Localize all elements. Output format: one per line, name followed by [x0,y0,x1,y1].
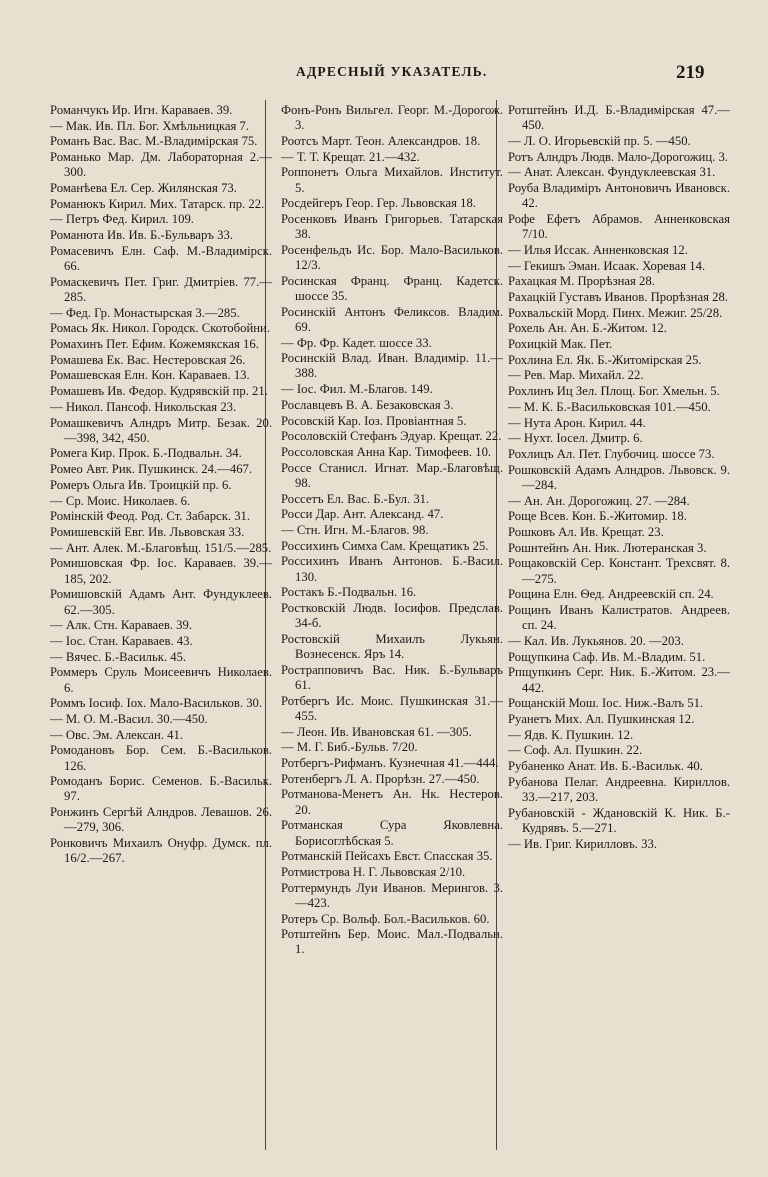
directory-entry: Романько Мар. Дм. Лабораторная 2.—300. [50,150,272,180]
directory-entry: Ромео Авт. Рик. Пушкинск. 24.—467. [50,462,253,477]
directory-entry: Ротманскій Пейсахъ Евст. Спасская 35. [281,849,493,864]
directory-entry: Ротштейнъ Бер. Моис. Мал.-Подвальн. 1. [281,927,503,957]
directory-entry: Рощупкина Саф. Ив. М.-Владим. 51. [508,649,706,664]
directory-entry: Рофе Ефетъ Абрамов. Анненковская 7/10. [508,211,730,242]
directory-entry: Росдейгеръ Геор. Гер. Львовская 18. [281,196,477,211]
directory-entry: Рубанова Пелаг. Андреевна. Кириллов. 33.—217, 203. [508,774,730,804]
directory-entry: Ромеръ Ольга Ив. Троицкій пр. 6. [50,477,232,492]
directory-entry: Росенфельдъ Ис. Бор. Мало-Васильков. 12/3. [281,242,503,273]
directory-entry: Романюта Ив. Ив. Б.-Бульваръ 33. [50,228,233,243]
directory-entry: Рохицкій Мак. Пет. [508,337,613,352]
directory-entry: — Л. О. Игорьевскій пр. 5. —450. [508,133,691,148]
directory-entry: — Ант. Алек. М.-Благовѣщ. 151/5.—285. [50,540,272,555]
directory-entry: — Ив. Григ. Кирилловъ. 33. [508,836,657,851]
directory-entry: Роттермундъ Луи Иванов. Мерингов. 3.—423. [281,880,503,910]
directory-entry: Ротманова-Менетъ Ан. Нк. Нестеров. 20. [281,787,503,817]
directory-entry: Ромасевичъ Елн. Саф. М.-Владимірск. 66. [50,243,272,274]
directory-entry: Роппонетъ Ольга Михайлов. Институт. 5. [281,165,503,195]
directory-entry: — Рев. Мар. Михайл. 22. [508,368,644,383]
directory-entry: — Іос. Фил. М.-Благов. 149. [281,382,433,397]
column-2 [281,103,503,1163]
directory-entry: Роммеръ Сруль Моисеевичъ Николаев. 6. [50,665,272,695]
directory-entry: Романѣева Ел. Сер. Жилянская 73. [50,181,237,196]
directory-entry: — Стн. Игн. М.-Благов. 98. [281,522,429,537]
directory-entry: Ротбергъ-Рифманъ. Кузнечная 41.—444. [281,756,499,771]
directory-entry: Рахацкій Густавъ Иванов. Прорѣзная 28. [508,289,728,304]
directory-entry: Россетъ Ел. Вас. Б.-Бул. 31. [281,491,430,506]
directory-entry: Ромоданъ Борис. Семенов. Б.-Васильк. 97. [50,774,272,804]
directory-entry: Росинская Франц. Франц. Кадетск. шоссе 35. [281,273,503,303]
directory-entry: Ротбергъ Ис. Моис. Пушкинская 31.—455. [281,693,503,723]
directory-entry: Ростовскій Михаилъ Лукьян. Вознесенск. Яръ 14. [281,631,503,662]
directory-entry: Роммъ Іосиф. Іох. Мало-Васильков. 30. [50,696,263,711]
directory-entry: Ромодановъ Бор. Сем. Б.-Васильков. 126. [50,743,272,773]
directory-entry: Рубановскій - Ждановскій К. Ник. Б.-Кудрявъ. 5.—271. [508,805,730,835]
page-number: 219 [676,62,705,83]
directory-entry: Россоловская Анна Кар. Тимофеев. 10. [281,444,492,459]
directory-entry: Ромінскій Феод. Род. Ст. Забарск. 31. [50,509,251,524]
directory-entry: Россихинъ Иванъ Антонов. Б.-Васил. 130. [281,554,503,584]
directory-entry: Рохлинъ Иц Зел. Площ. Бог. Хмельн. 5. [508,384,720,399]
directory-entry: Ромашева Ек. Вас. Нестеровская 26. [50,352,246,367]
directory-entry: Росовскій Кар. Іоз. Провіантная 5. [281,413,467,428]
directory-entry: — Іос. Стан. Караваев. 43. [50,633,193,648]
directory-entry: Ротштейнъ И.Д. Б.-Владимірская 47.—450. [508,103,730,133]
directory-entry: — Вячес. Б.-Васильк. 45. [50,649,187,664]
directory-entry: Рошковскій Адамъ Алндров. Львовск. 9.—284. [508,462,730,492]
directory-entry: Рохвальскій Морд. Пинх. Межиг. 25/28. [508,305,723,320]
directory-entry: — Нухт. Іосел. Дмитр. 6. [508,431,643,446]
directory-entry: Ромась Як. Никол. Городск. Скотобойни. [50,321,270,336]
directory-entry: Росинскій Антонъ Феликсов. Владим. 69. [281,304,503,334]
directory-entry: — Петръ Фед. Кирил. 109. [50,212,194,227]
directory-entry: Романюкъ Кирил. Мих. Татарск. пр. 22. [50,196,265,211]
directory-entry: Ротъ Алндръ Людв. Мало-Дорогожиц. 3. [508,149,728,164]
directory-entry: Роотсъ Март. Теон. Александров. 18. [281,133,481,148]
directory-entry: — Илья Иссак. Анненковская 12. [508,242,688,257]
directory-entry: Ротенбергъ Л. А. Прорѣзн. 27.—450. [281,771,480,786]
directory-entry: — М. К. Б.-Васильковская 101.—450. [508,399,711,414]
directory-entry: — Ср. Моис. Николаев. 6. [50,493,191,508]
directory-entry: Ростакъ Б.-Подвальн. 16. [281,585,417,600]
directory-entry: Рощанскій Мош. Іос. Ниж.-Валъ 51. [508,696,704,711]
directory-entry: Ронковичъ Михаилъ Онуфр. Думск. пл. 16/2.—267. [50,836,272,866]
directory-entry: Росинскій Влад. Иван. Владимір. 11.—388. [281,351,503,381]
directory-entry: Рохлицъ Ал. Пет. Глубочиц. шоссе 73. [508,446,715,461]
directory-entry: Ромишевскій Евг. Ив. Львовская 33. [50,524,245,539]
directory-entry: Рощина Елн. Ѳед. Андреевскій сп. 24. [508,587,714,602]
directory-entry: Рошковъ Ал. Ив. Крещат. 23. [508,524,664,539]
directory-entry: Рохлина Ел. Як. Б.-Житомірская 25. [508,352,702,367]
directory-entry: — Овс. Эм. Алексан. 41. [50,727,184,742]
directory-entry: Ронжинъ Сергѣй Алндров. Левашов. 26.—279, 306. [50,805,272,835]
directory-entry: Ромишовскій Адамъ Ант. Фундуклеев. 62.—305. [50,587,272,617]
directory-entry: Ротеръ Ср. Вольф. Бол.-Васильков. 60. [281,911,490,926]
directory-entry: — Мак. Ив. Пл. Бог. Хмѣльницкая 7. [50,118,250,133]
directory-entry: Россихинъ Симха Сам. Крещатикъ 25. [281,538,489,553]
page-header [0,62,768,88]
directory-entry: Ромишовская Фр. Іос. Караваев. 39.—185, 202. [50,556,272,586]
directory-entry: Ротманская Сура Яковлевна. Борисоглѣбская 5. [281,818,503,848]
directory-entry: — Никол. Пансоф. Никольская 23. [50,399,237,414]
directory-entry: — Гекишъ Эман. Исаак. Хоревая 14. [508,258,706,273]
directory-entry: Рощинъ Иванъ Калистратов. Андреев. сп. 24. [508,603,730,633]
directory-entry: Романъ Вас. Вас. М.-Владимірская 75. [50,134,258,149]
directory-entry: Росоловскій Стефанъ Эдуар. Крещат. 22. [281,429,502,444]
directory-entry: Ромаскевичъ Пет. Григ. Дмитріев. 77.—285. [50,274,272,304]
directory-entry: — М. Г. Биб.-Бульв. 7/20. [281,740,418,755]
directory-entry: Рохель Ан. Ан. Б.-Житом. 12. [508,321,667,336]
directory-entry: — Ядв. К. Пушкин. 12. [508,727,634,742]
directory-entry: — Нута Арон. Кирил. 44. [508,415,646,430]
directory-entry: Рубаненко Анат. Ив. Б.-Васильк. 40. [508,759,703,774]
column-3 [508,103,730,1163]
directory-entry: Ромашкевичъ Алндръ Митр. Безак. 20.—398, 342, 450. [50,415,272,445]
directory-entry: Рощаковскій Сер. Констант. Трехсвят. 8.—275. [508,556,730,586]
directory-entry: Ротмистрова Н. Г. Львовская 2/10. [281,864,466,879]
directory-entry: — Т. Т. Крещат. 21.—432. [281,149,420,164]
directory-entry: — Кал. Ив. Лукьянов. 20. —203. [508,633,684,648]
directory-entry: Ромега Кир. Прок. Б.-Подвальн. 34. [50,446,242,461]
directory-entry: — Фр. Фр. Кадет. шоссе 33. [281,335,432,350]
directory-entry: Рпщупкинъ Серг. Ник. Б.-Житом. 23.—442. [508,665,730,695]
directory-entry: Рославцевъ В. А. Безаковская 3. [281,397,454,412]
directory-entry: Руанетъ Мих. Ал. Пушкинская 12. [508,711,695,726]
directory-entry: Рахацкая М. Прорѣзная 28. [508,274,655,289]
directory-entry: Россе Станисл. Игнат. Мар.-Благовѣщ. 98. [281,460,503,490]
directory-entry: Рошнтейнъ Ан. Ник. Лютеранская 3. [508,540,707,555]
directory-entry: — Анат. Алексан. Фундуклеевская 31. [508,165,716,180]
directory-entry: Ромашевъ Ив. Федор. Кудрявскій пр. 21. [50,384,268,399]
directory-entry: — Леон. Ив. Ивановская 61. —305. [281,724,472,739]
directory-entry: Росенковъ Иванъ Григорьев. Татарская 38. [281,211,503,242]
directory-entry: Романчукъ Ир. Игн. Караваев. 39. [50,103,233,117]
directory-entry: Роще Всев. Кон. Б.-Житомир. 18. [508,509,687,524]
running-title: АДРЕСНЫЙ УКАЗАТЕЛЬ. [296,64,488,79]
directory-entry: Ромашевская Елн. Кон. Караваев. 13. [50,368,250,383]
directory-entry: — Соф. Ал. Пушкин. 22. [508,743,643,758]
column-1 [50,103,272,1163]
directory-entry: Ростковскій Людв. Іосифов. Предслав. 34-б. [281,601,503,631]
directory-entry: Ромахинъ Пет. Ефим. Кожемякская 16. [50,337,259,352]
directory-entry: Роуба Владиміръ Антоновичъ Ивановск. 42. [508,181,730,211]
directory-entry: — Фед. Гр. Монастырская 3.—285. [50,305,240,320]
directory-entry: Росси Дар. Ант. Александ. 47. [281,507,444,522]
directory-entry: Фонъ-Ронъ Вильгел. Георг. М.-Дорогож. 3. [281,103,503,133]
directory-entry: — Ан. Ан. Дорогожиц. 27. —284. [508,493,690,508]
directory-entry: Рострапповичъ Вас. Ник. Б.-Бульваръ 61. [281,662,503,693]
directory-entry: — Алк. Стн. Караваев. 39. [50,618,193,633]
directory-entry: — М. О. М.-Васил. 30.—450. [50,711,208,726]
